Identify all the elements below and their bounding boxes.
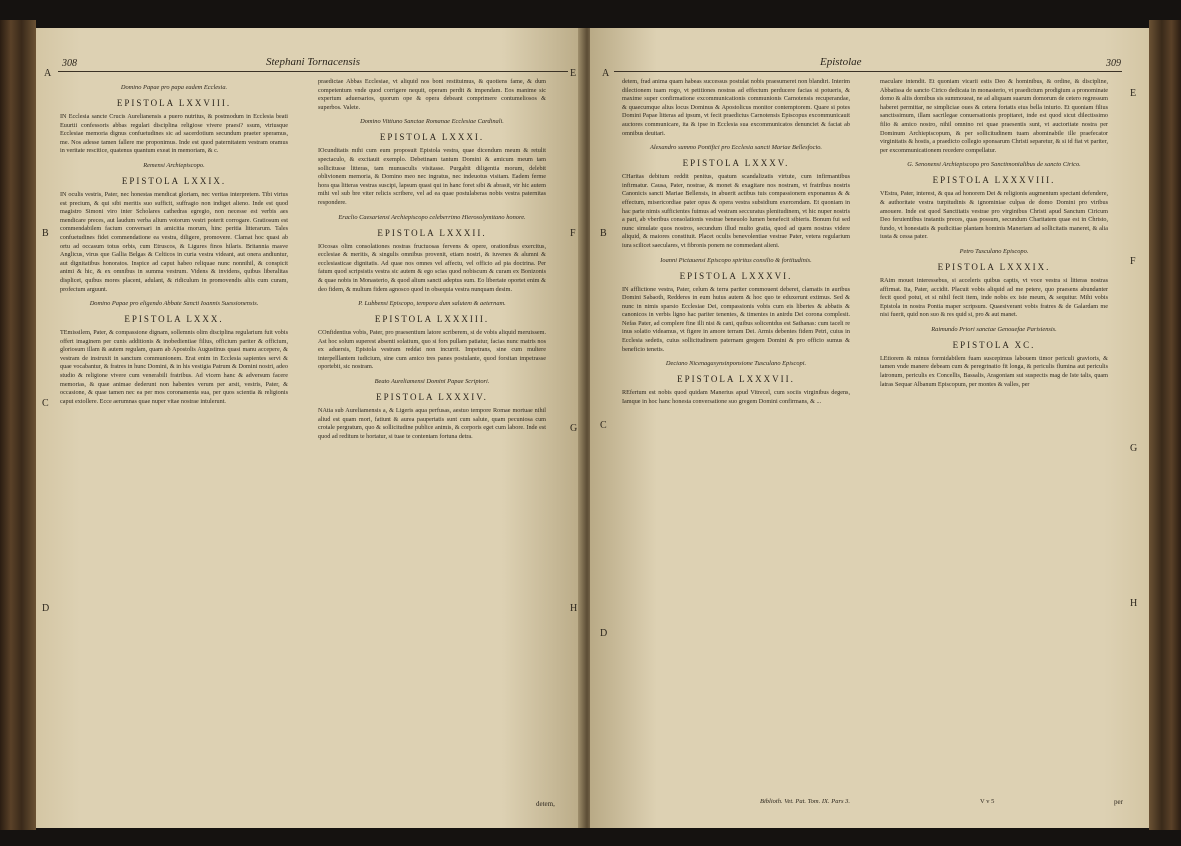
margin-letter-a: A xyxy=(44,68,52,79)
margin-letter-h: H xyxy=(570,603,578,614)
footer-note: Biblioth. Vet. Pat. Tom. IX. Pars 3. xyxy=(760,798,851,805)
right-page xyxy=(590,28,1149,828)
letter-heading: EPISTOLA LXXXIX. xyxy=(937,261,1051,272)
margin-letter-f: F xyxy=(570,228,576,239)
letter-address: Beato Aureliamensi Domini Papae Scriptori. xyxy=(374,378,490,386)
letter-heading: EPISTOLA LXXXII. xyxy=(377,227,487,238)
letter-address: Eraclio Caesariensi Archiepiscopo celeberrimo Hierosolymitano honore. xyxy=(338,213,526,221)
margin-letter-d: D xyxy=(600,628,608,639)
margin-letter-b: B xyxy=(42,228,49,239)
letter-body: NAtia sub Aureliamensis a, & Ligeris aqua perfusas, aestuo tempore Romae mortuae nihil aliud est quam mori, fatiunt & aurea paupertatis sunt cum salute, quam pecuniosa cum crotale pergratum, quo & sollicitudine publice animis, & corporis eget cum labore. Inde est quod ad reditum te hortatur, si tuae te contentam fortuna detra. xyxy=(318,407,546,440)
letter-body: IN afflictione vestra, Pater, celum & terra pariter commouent deberet, clamatis in auribus Domini Sabaoth, Redderes in eum huius autem & hoc quo te eduxerunt extimus. Sed & nunc in nimis sparsio Ecclesiae Dei, compassionis vobis cum eis libertes & abbatis & canonicos in verbis ligno hac pariter tenentes, & timentes in anirdu Dei corona complesit. Nefas Pater, ad complere fine illi nisi & cani, quibus solicentdus est Sathanas: cum taceli re inus solatio videamus, vt figere in amore terram Dei. Armis debentes fidem Petri, cuius in Ecclesia sedetis, cuius sollicitudinem paternam gregem Domini & pro officio sumus & beneficio tenetis. xyxy=(622,285,850,353)
margin-letter-c: C xyxy=(42,398,49,409)
letter-heading: EPISTOLA LXXIX. xyxy=(121,175,227,186)
book-edge-left xyxy=(0,20,36,830)
letter-heading: EPISTOLA XC. xyxy=(952,339,1036,350)
letter-address: Domino Papae pro eligendo Abbate Sancti Ioannis Suessionensis. xyxy=(89,300,259,308)
margin-letter-h: H xyxy=(1130,598,1138,609)
letter-heading: EPISTOLA LXXVIII. xyxy=(116,98,232,108)
right-column-2 xyxy=(880,78,1108,798)
letter-heading: EPISTOLA LXXXV. xyxy=(682,158,790,169)
letter-body: detem, frad anima quam habeas successus postulat nobis praesumeret non blandiri. Interim dilectionem tuam rogo, vt petitiones nostras ad effectum perducere facias si potueris, & maxime super confirmatione excommunicationis communionis Carnotensis recuperandae, & quaecumque alius locus Dominus & Apostolicus monitor contemptorem. Quare si potes Domini Papae litteras ad ipsum, vt fecit praedictus Carnotensis Episcopus excommunicauit auctores communicare, ita & ipse in Ecclesia sua excommunicatos denunciet & faciat ab omnibus deuitari. xyxy=(622,78,850,137)
letter-body: RAim mouet interessebus, si acceleris quibus captis, vt voce vestra si litteras nostras affirmat. Ita, Pater, accidit. Placuit vobis aliquid ad me petere, quo praesens abundanter fecit quod potui, et si nihil fecit item, inde nobis ex iste meum, & sequitur. Mihi vobis Epistola in nostra Pontia maper scripsum. Quaesiverant vobis fratres & de Galardam me nisi fuerit, quid non suo & res quid si, pro & aut manet. xyxy=(880,276,1108,319)
letter-heading: EPISTOLA LXXXIII. xyxy=(374,314,490,325)
letter-body: IOcosas olim consolationes nostras fructuosas fervens & opere, orationibus exercitus, ecclesiae & meritis, & singulis omnibus provenit, etiam nostri, & iuvenes & alumni & ecclesiasticae dignitatis. Ad quae nos omnes vel affectu, vel officio ad pia doctrina. Per fatum quod scripsistis vestra sic autem & ego scias quod nobiscum & curam ex Bonizonis & quae nobis in Monasterio, & quod alium sancti adeptus sum. Eo libertate oportet enim & deo fidem, & multum fidem agnosco quod in obsequia vestra nunquam desim. xyxy=(318,242,546,293)
letter-body: COnfidentius vobis, Pater, pro praesentium latore scriberem, si de vobis aliquid meruissem. Ast hoc solum superest absenti solatium, quo si fors pullam patiatur, facias nunc matris nos ex aduersis, Epistola vestram reddat non incurrit. Impetrans, sine cum multere interpelllantem iudicium, sine cum amico tres panes postulante, quod forsitan impetrasse oportebit, sic nostram. xyxy=(318,329,546,371)
letter-body: TEmissilem, Pater, & compassione dignam, sollemnis olim disciplina regularium fuit vobis offert imaginem per cunis additionis & inobedientiae filius, officium pariter & officium, gloriosum illam & autem regulam, quam ab Apostolis Augustinus quasi manu accepere, & vestram de instruxit in sanctum communionem. Erat enim in Ecclesia sapientes servi & quae vocabantur, & fratres in hunc Domini, & in his vestigia Patrum & Domini nostri, adeo studio & religione vivere cum venerabili fratribus. Ad vicem hanc & adversum facere memorias, & quae animae dederunt non habentes verum per arsit, vestris, Pater, & occasione, & quae tamen nec ea per mos coronamenta sua, per quos scientia & religionis caput extollere. Ecce aerumnas quae nuper vitae nostrae intulerunt. xyxy=(60,329,288,405)
letter-body: IOcunditatis mihi cum eum proposuit Epistola vestra, quae dicendum meum & retulit spectaculo, & excitauit exemplo. Debetinam tantum Domini & amicum meum tam sollicitusse litteras, tam munusculis visitasse. Purgabit diligentia morum, delebit oblivionem memoria, & Domino meo nec ingratus, nec indeuotus visitam. Eadem ferme hora qua litteras vestras suscipi, lapsum quasi qui in hanc foret sibi & abrasit, vir hic autem mihi vel sub bre viter relicis scribere, vel ad ea quae postulaberas nobis vestra paternitas respondere. xyxy=(318,147,546,206)
margin-letter-a: A xyxy=(602,68,610,79)
letter-heading: EPISTOLA LXXXVI. xyxy=(679,270,793,281)
letter-body: praedictae Abbas Ecclesiae, vt aliquid nos boni restituimus, & quotiens fame, & dum competentum vnde quod corrigere nequit, operam perdit & impendam. Eos manime sic expertum aduersarios, quorum ope & opera debeant comprimere contumeliosos & superbos. Valete. xyxy=(318,78,546,111)
book-edge-right xyxy=(1149,20,1181,830)
letter-heading: EPISTOLA LXXXIV. xyxy=(376,392,488,403)
signature-mark: V v 5 xyxy=(980,798,995,805)
margin-letter-c: C xyxy=(600,420,607,431)
letter-address: Remensi Archiepiscopo. xyxy=(143,161,205,169)
catchword: detem, xyxy=(536,800,555,808)
letter-heading: EPISTOLA LXXXVIII. xyxy=(932,175,1056,186)
margin-letter-g: G xyxy=(1130,443,1138,454)
letter-body: maculare intendit. Et quoniam vicarii estis Deo & hominibus, & ordine, & discipline, Abbatissa de sancto Cirico dedicata in monasterio, vt praedictum prodigium a pronominate domo & aliis domibus sis summoueat, ne ad aliquam suarum domorum de cetero regressum haberet permittar, ne simpliciae oues & cetera fortatis eius bella iniurio. Et quoniam filius sanctissimum, illam sacrilegae conuersationis propitaret, inde est quod sicut dilectissimo filio & amico nostro, nihil omnino rei quae praesentis sunt, vt auctoritate nostra per Dominum Archiepiscopum, & per sollicitudinem tuam abominabile ille praefecator virginitatis & hostis, a praedicto collegio sponsarum Christi separetur, & si id fiat vt pariter, per excommunicationem recedere compellatur. xyxy=(880,78,1108,154)
catchword: per xyxy=(1114,798,1123,806)
letter-address: G. Senonensi Archiepiscopo pro Sanctimonialibus de sancto Cirico. xyxy=(907,161,1081,169)
left-column-2 xyxy=(318,78,546,798)
letter-address: Alexandro summo Pontifici pro Ecclesia sancti Mariae Bellesfocio. xyxy=(649,144,823,152)
margin-letter-b: B xyxy=(600,228,607,239)
margin-letter-d: D xyxy=(42,603,50,614)
letter-address: Domino Vittiuno Sanctae Romanae Ecclesiae Cardinali. xyxy=(360,118,504,126)
header-rule xyxy=(58,71,568,72)
header-rule xyxy=(614,71,1122,72)
running-head: Epistolae xyxy=(820,56,862,68)
letter-body: REfertum est nobis quod quidam Manerius apud Vitrecel, cum sociis virginibus degens, Iamque in hoc hanc honesta conversatione suo gregem Domini confirmans, & ... xyxy=(622,389,850,405)
margin-letter-g: G xyxy=(570,423,578,434)
page-number: 308 xyxy=(62,58,77,69)
margin-letter-f: F xyxy=(1130,256,1136,267)
letter-body: CHaritas debitum reddit penitus, quatum scandalizatis virtute, cum infirmantibus infirmatur. Causa, Pater, nostrae, & monet & exagitare nos nostram, vt fratribus nostris Canonicis sancti Mariae Bellensis, in abuerit actibus tuis compassionem exponamus & & effectum, misericordiae pater opus & opera vestra subsidium exercendam. Et quoniam in hac parte nimis sufficientes fuimus ad vestram seccuratus plenitudinem, vt hic nuper nostris a pari, ab vberibus consolationis vestrae beneuolo lumen benefecit sibieris. Bonum fui sed nunc simulate quos nostros, secundum illud multo gratia, quod ad quem nostras videre aliquid, & maiores constituit. Placet oculis benevolentiae vestrae Pater, vetera regularium iura scilicet saeculares, vt fibronis ponem ne commedant alieni. xyxy=(622,173,850,249)
letter-body: IN oculis vestris, Pater, nec honestas mendicat gloriam, nec veritas interpretem. Tibi virtus est precium, & qui sibi meritis suo sufficit, suffragio non indiget alieno. Inde est quod magistro Simoni viro inter Scholares cathedras egregio, non necesse est verbis aes mendicare preces, aut laudum verba alium votorum vestri poterit corrogare. Gratiosum est commendabilem facium conversari in amicitia morum, hinc peritia litterarum. Tales confuetudines fidei commendatione ea vestra, diligere, promovere. Clamat hoc quasi ab ortu ad occasum totus orbis, cum Etruscos, & Ligures finos hilaris. Britannia masve Anglicus, virus que Gallia Belgas & Celticos in curia vestra videant, aut onera andiuntur, aut dignitatibus honoratos. Inspice ad caput habeo reliquae nunc nonnihil, & conspicit animi & hic, & ex omnibus in summa vestrum. Videns & invidens, quibus liberalitas displicet, quibus mores placent, adulant, & ridiculum in promovendis aliis cum curam, profectum arguunt. xyxy=(60,190,288,293)
margin-letter-e: E xyxy=(1130,88,1137,99)
letter-body: VEstra, Pater, interest, & qua ad honorem Dei & religionis augmentum spectant defendere, & authoritate vestra turpitudinis & ignominiae culpas de domo Domini pro viribus amouere. Inde est quod Sanctitatis vestrae pro virginibus Christi apud Sanctum Ciricum Deo feruientibus instantis preces, quas possum, secundum Charitatem quae est in Christo, fundo, vt honestatis & pudicitiae plantam hominis Maneriam ad sollicitatis maneret, & alia iusta & cessa pater. xyxy=(880,190,1108,241)
letter-heading: EPISTOLA LXXX. xyxy=(124,314,224,325)
margin-letter-e: E xyxy=(570,68,577,79)
right-column-1 xyxy=(622,78,850,790)
letter-address: P. Lubbensi Episcopo, tempora dum salutem & aeternam. xyxy=(358,300,506,308)
letter-body: IN Ecclesia sancte Crucis Aurelianensis a puero nutritus, & postmodum in Ecclesia beati Euurtii confessoris abbas regulari disciplina religiose vivere praesi? ssum, vtriusque Ecclesiae memoria dignus confuetudines sic ad sacerdotium secundum praeter speramus, me. Nos adesse tamen fallere me proponimus. Inde est quod paternitatem vestram oramus in veritate rescitice, quatenus quantum exeat in memoriam, & c. xyxy=(60,113,288,155)
page-number: 309 xyxy=(1106,58,1121,69)
letter-heading: EPISTOLA LXXXI. xyxy=(379,132,485,143)
letter-address: Ioanni Pictauensi Episcopo spiritus consilio & fortitudinis. xyxy=(660,256,812,264)
left-column-1 xyxy=(60,78,288,798)
letter-heading: EPISTOLA LXXXVII. xyxy=(677,374,795,385)
running-head: Stephani Tornacensis xyxy=(266,56,361,68)
left-page xyxy=(36,28,584,828)
letter-address: Domino Papae pro papa eadem Ecclesia. xyxy=(120,84,228,91)
letter-address: Deciano Nicenagasynsinponsione Tusculano Episcopi. xyxy=(665,360,807,368)
letter-address: Petro Tusculano Episcopo. xyxy=(959,247,1029,255)
letter-body: LEtiorem & minus formidabilem fuam suscepimus labouem timor periculi gravioris, & tamen vnde manere debeam cum & peregrinatio fit longa, & periculis flumina aut periculis latronum, periculis ex Concellis, Bassalis, Aragoniam sui suspectis mag de Iste talis, quam latras Sequar Albanum Episcopum, per montes & valles, per xyxy=(880,354,1108,388)
letter-address: Raimundo Priori sanctae Genouefae Parisiensis. xyxy=(931,325,1057,333)
